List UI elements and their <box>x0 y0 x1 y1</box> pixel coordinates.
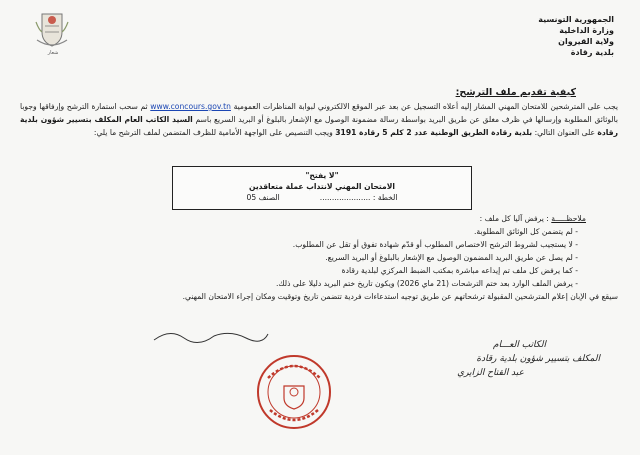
box-exam-title: الامتحان المهني لانتداب عملة متعاقدين <box>249 182 395 191</box>
notes-label: ملاحظـــــة <box>551 214 586 223</box>
box-position: الخطة : ..................... <box>319 193 398 202</box>
tunisia-coat-of-arms-icon <box>34 10 70 50</box>
signature-block <box>380 338 600 380</box>
box-do-not-open: "لا يفتح" <box>305 171 339 180</box>
body-text-b: ثم سحب استمارة الترشح وإرفاقها وجوبا بالوثائق المطلوبة وإرسالها في ظرف مغلق عن طريق البريد بواسطة رسالة مضمونة الوصول مع الإشعار بالبلوغ أو البريد السريع باسم <box>20 102 619 124</box>
official-stamp-icon <box>254 352 334 432</box>
header-line-republic: الجمهورية التونسية <box>538 15 614 24</box>
body-text-a: يجب على المترشحين للامتحان المهني المشار إليه أعلاه التسجيل عن بعد عبر الموقع الالكتروني لبوابة المناظرات العمومية <box>233 102 618 111</box>
body-paragraph <box>20 100 618 139</box>
header-line-municipality: بلدية رقادة <box>570 48 614 57</box>
notes-final: سيقع في الإبان إعلام المترشحين المقبولة ترشحاتهم عن طريق توجيه استدعاءات فردية تتضمن تاريخ وتوقيت ومكان إجراء الامتحان المهني. <box>182 292 618 301</box>
handwritten-signature <box>150 326 270 346</box>
signature-name: عبد القتاح الزايري <box>457 368 524 378</box>
notes-heading-text: : يرفض آليا كل ملف : <box>479 214 549 223</box>
body-recipient: السيد الكاتب العام المكلف بتسيير شؤون بلدية رقادة <box>20 115 618 137</box>
body-text-c: على العنوان التالي: <box>534 128 595 137</box>
note-item: - كما يرفض كل ملف تم إيداعه مباشرة بمكتب الضبط المركزي لبلدية رقادة <box>341 266 578 275</box>
signature-role: المكلف بتسيير شؤون بلدية رقادة <box>476 354 600 364</box>
header-block <box>538 14 614 58</box>
box-grade: الصنف 05 <box>246 193 280 202</box>
body-text-d: ويجب التنصيص على الواجهة الأمامية للظرف المتضمن لملف الترشح ما يلي: <box>93 128 333 137</box>
note-item: - لم يصل عن طريق البريد المضمون الوصول مع الإشعار بالبلوغ أو البريد السريع. <box>325 253 578 262</box>
header-line-governorate: ولاية القيروان <box>558 37 614 46</box>
section-title: كيفية تقديم ملف الترشح: <box>455 87 576 98</box>
envelope-label-box <box>172 166 472 210</box>
note-item: - يرفض الملف الوارد بعد ختم الترشحات (21 ماي 2026) ويكون تاريخ ختم البريد دليلا على ذلك. <box>275 279 578 288</box>
emblem-label: شعار <box>47 50 59 56</box>
notes-section <box>40 212 618 303</box>
note-item: - لم يتضمن كل الوثائق المطلوبة. <box>473 227 578 236</box>
notes-heading <box>40 212 586 225</box>
note-item: - لا يستجيب لشروط الترشح الاختصاص المطلوب أو قدّم شهادة تفوق أو تقل عن المطلوب. <box>292 240 578 249</box>
signature-title: الكاتب العـــام <box>493 340 546 350</box>
concours-link[interactable]: www.concours.gov.tn <box>150 102 231 111</box>
header-line-ministry: وزارة الداخلية <box>559 26 614 35</box>
body-address: بلدية رقادة الطريق الوطنية عدد 2 كلم 5 رقادة 3191 <box>335 128 533 137</box>
